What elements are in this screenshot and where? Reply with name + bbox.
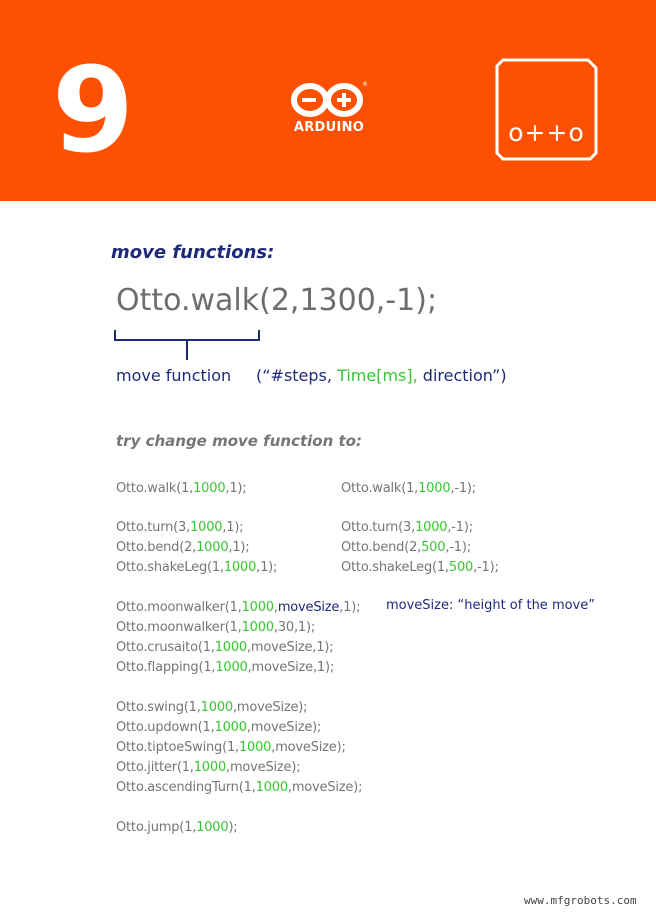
watermark: www.mfgrobots.com: [524, 894, 637, 907]
code-line: Otto.ascendingTurn(1,1000,moveSize);: [116, 780, 363, 795]
code-line: Otto.bend(2,1000,1);: [116, 540, 250, 555]
parameters-label: [256, 366, 507, 385]
code-line: Otto.turn(3,1000,1);: [116, 520, 244, 535]
code-line: Otto.moonwalker(1,1000,30,1);: [116, 620, 316, 635]
code-line: Otto.bend(2,500,-1);: [341, 540, 471, 555]
params-time: Time[ms],: [337, 366, 418, 385]
arduino-label: ARDUINO: [293, 120, 365, 135]
bracket-indicator: [113, 330, 261, 362]
code-line: Otto.crusaito(1,1000,moveSize,1);: [116, 640, 334, 655]
main-code-example: Otto.walk(2,1300,-1);: [116, 283, 438, 318]
section-title: move functions:: [111, 242, 275, 263]
otto-label: o++o: [508, 118, 585, 147]
code-line: Otto.swing(1,1000,moveSize);: [116, 700, 308, 715]
code-line: Otto.updown(1,1000,moveSize);: [116, 720, 322, 735]
code-line: Otto.jump(1,1000);: [116, 820, 238, 835]
header-banner: [0, 0, 656, 201]
params-direction: direction”): [417, 366, 507, 385]
step-number: 9: [52, 41, 135, 179]
code-line: Otto.shakeLeg(1,1000,1);: [116, 560, 278, 575]
params-open: (“#steps,: [256, 366, 338, 385]
code-line: Otto.moonwalker(1,1000,moveSize,1);: [116, 600, 361, 615]
code-line: Otto.walk(1,1000,1);: [116, 481, 247, 496]
code-line: Otto.shakeLeg(1,500,-1);: [341, 560, 499, 575]
move-size-note: moveSize: “height of the move”: [386, 598, 595, 613]
code-line: Otto.walk(1,1000,-1);: [341, 481, 476, 496]
subtitle: try change move function to:: [116, 432, 362, 450]
code-line: Otto.tiptoeSwing(1,1000,moveSize);: [116, 740, 346, 755]
code-line: Otto.jitter(1,1000,moveSize);: [116, 760, 301, 775]
svg-text:®: ®: [362, 81, 368, 88]
move-function-label: move function: [116, 366, 232, 385]
code-line: Otto.flapping(1,1000,moveSize,1);: [116, 660, 335, 675]
code-line: Otto.turn(3,1000,-1);: [341, 520, 473, 535]
